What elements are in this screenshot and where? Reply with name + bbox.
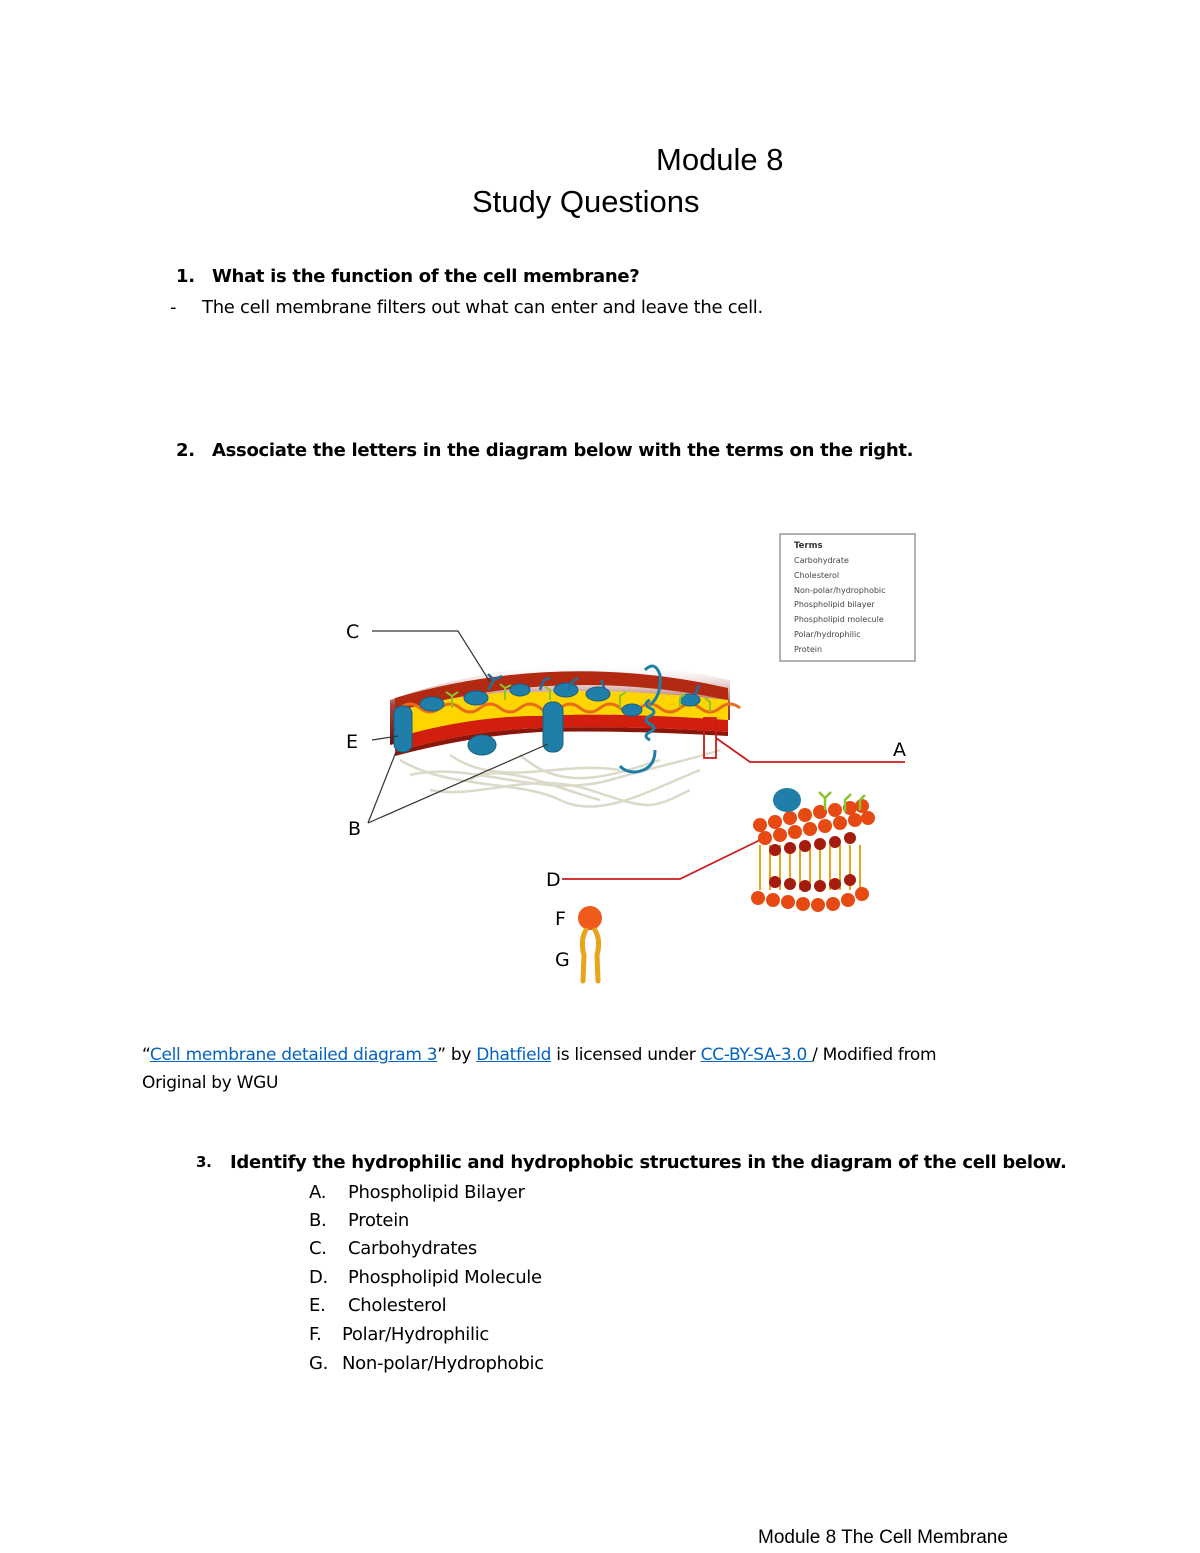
term-item: Non-polar/hydrophobic (794, 586, 886, 595)
terms-heading: Terms (794, 541, 823, 551)
list-item: Carbohydrates (348, 1238, 477, 1259)
q1-text: What is the function of the cell membrane? (212, 266, 640, 287)
author-link[interactable]: Dhatfield (476, 1045, 552, 1065)
list-item: Non-polar/Hydrophobic (342, 1353, 544, 1374)
list-item-letter: C. (309, 1238, 327, 1259)
q1-number: 1. (176, 266, 195, 287)
list-item-letter: B. (309, 1210, 327, 1231)
page-title: Module 8 (656, 142, 784, 177)
label-a: A (893, 739, 906, 761)
phospholipid-molecule (578, 906, 602, 981)
list-item-letter: D. (309, 1267, 328, 1288)
term-item: Protein (794, 645, 823, 654)
label-e: E (346, 731, 359, 753)
page-footer: Module 8 The Cell Membrane (758, 1527, 1008, 1548)
term-item: Phospholipid bilayer (794, 600, 875, 609)
list-item: Phospholipid Molecule (348, 1267, 542, 1288)
source-link[interactable]: Cell membrane detailed diagram 3 (149, 1045, 438, 1065)
cell-membrane-diagram (300, 505, 940, 1005)
term-item: Phospholipid molecule (794, 615, 884, 624)
label-g: G (555, 949, 570, 971)
q2-text: Associate the letters in the diagram below with the terms on the right. (212, 440, 914, 461)
term-item: Polar/hydrophilic (794, 630, 861, 639)
list-item-letter: G. (309, 1353, 329, 1374)
list-item: Protein (348, 1210, 409, 1231)
page-subtitle: Study Questions (472, 184, 700, 219)
q3-text: Identify the hydrophilic and hydrophobic structures in the diagram of the cell below. (230, 1152, 1067, 1173)
label-f: F (555, 908, 566, 930)
term-item: Carbohydrate (794, 556, 849, 565)
terms-box (780, 534, 915, 661)
license-link[interactable]: CC-BY-SA-3.0 (700, 1045, 813, 1065)
list-item-letter: A. (309, 1182, 327, 1203)
membrane-slab (390, 664, 740, 756)
cytoskeleton-fibers (400, 750, 720, 807)
q2-number: 2. (176, 440, 195, 461)
attribution-line1: “Cell membrane detailed diagram 3” by Dhatfield is licensed under CC-BY-SA-3.0 / Modified from (142, 1045, 937, 1065)
list-item: Polar/Hydrophilic (342, 1324, 489, 1345)
label-b: B (348, 818, 362, 840)
list-item-letter: E. (309, 1295, 326, 1316)
list-item-letter: F. (309, 1324, 322, 1345)
q3-number: 3. (196, 1153, 212, 1171)
list-item: Cholesterol (348, 1295, 447, 1316)
attribution-line2: Original by WGU (142, 1073, 279, 1093)
bilayer-block (751, 788, 875, 912)
label-c: C (346, 621, 360, 643)
list-item: Phospholipid Bilayer (348, 1182, 525, 1203)
term-item: Cholesterol (794, 571, 840, 580)
q1-answer: The cell membrane filters out what can enter and leave the cell. (202, 297, 763, 318)
q1-dash: - (170, 297, 177, 318)
label-d: D (546, 869, 561, 891)
